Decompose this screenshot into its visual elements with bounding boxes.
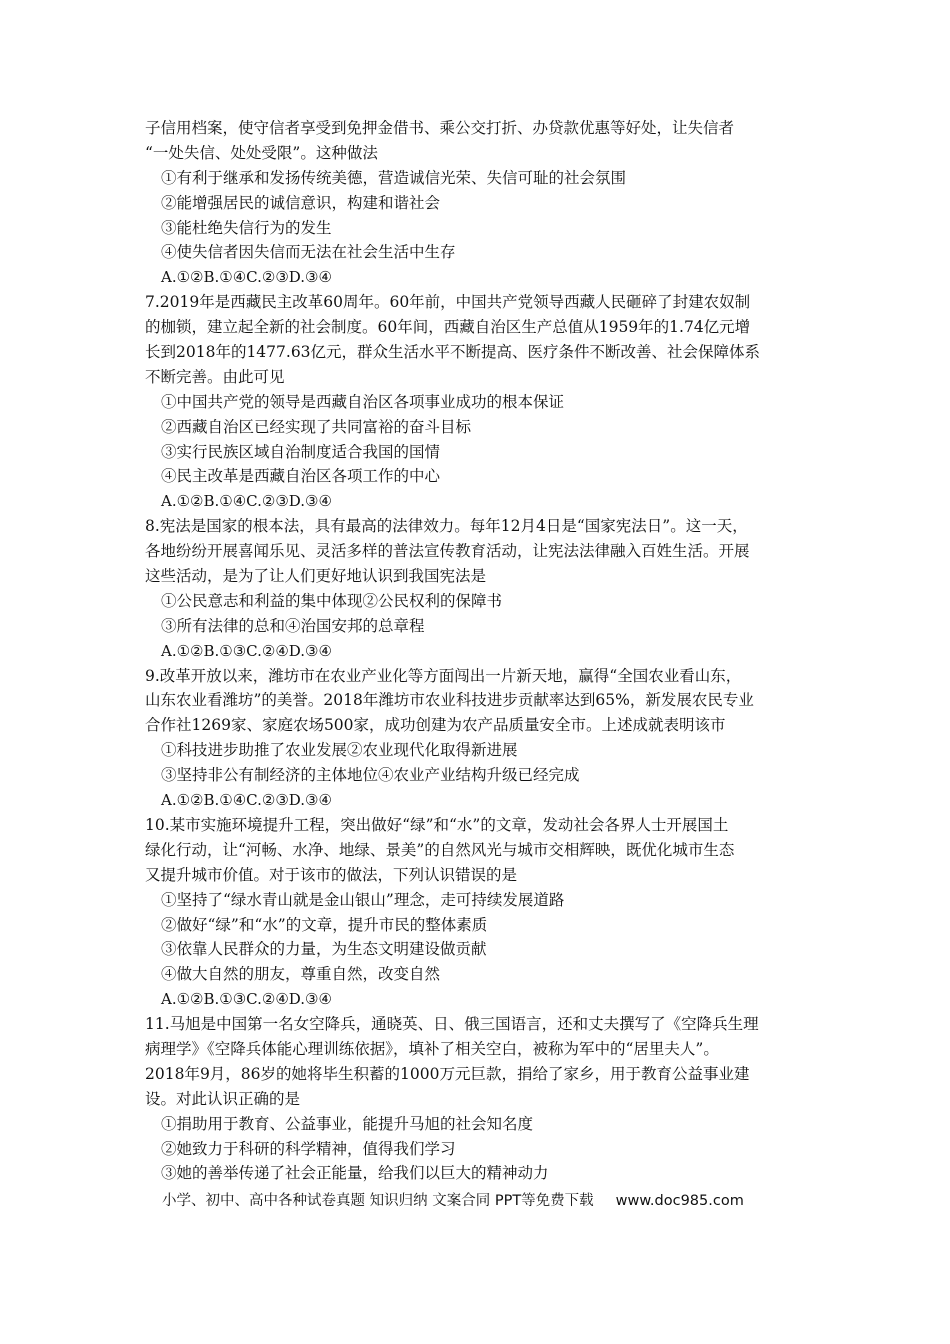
option-line: ③她的善举传递了社会正能量，给我们以巨大的精神动力: [161, 1164, 549, 1183]
question-text-line: 2018年9月，86岁的她将毕生积蓄的1000万元巨款，捐给了家乡，用于教育公益事业建: [145, 1064, 750, 1083]
question-text-line: 9.改革开放以来，潍坊市在农业产业化等方面闯出一片新天地，赢得“全国农业看山东，: [145, 666, 742, 685]
question-text-line: 病理学》《空降兵体能心理训练依据》，填补了相关空白，被称为军中的“居里夫人”。: [145, 1039, 719, 1058]
option-line: ①中国共产党的领导是西藏自治区各项事业成功的根本保证: [161, 392, 565, 411]
answer-choices: A.①②B.①④C.②③D.③④: [161, 791, 332, 810]
question-text-line: 的枷锁，建立起全新的社会制度。60年间，西藏自治区生产总值从1959年的1.74亿元增: [145, 318, 751, 337]
answer-choices: A.①②B.①④C.②③D.③④: [161, 268, 332, 287]
question-text-line: 合作社1269家、家庭农场500家，成功创建为农产品质量安全市。上述成就表明该市: [145, 716, 726, 735]
question-text-line: 山东农业看潍坊”的美誉。2018年潍坊市农业科技进步贡献率达到65%，新发展农民专业: [145, 691, 754, 710]
option-line: ②能增强居民的诚信意识，构建和谐社会: [161, 193, 441, 212]
document-body: [145, 116, 825, 1186]
option-line: ①坚持了“绿水青山就是金山银山”理念，走可持续发展道路: [161, 890, 565, 909]
question-text-line: 绿化行动，让“河畅、水净、地绿、景美”的自然风光与城市交相辉映，既优化城市生态: [145, 840, 735, 859]
option-line: ①科技进步助推了农业发展②农业现代化取得新进展: [161, 741, 518, 760]
question-text-line: 各地纷纷开展喜闻乐见、灵活多样的普法宣传教育活动，让宪法法律融入百姓生活。开展: [145, 542, 750, 561]
option-line: ③所有法律的总和④治国安邦的总章程: [161, 616, 425, 635]
option-line: ④做大自然的朋友，尊重自然，改变自然: [161, 965, 441, 984]
option-line: ③能杜绝失信行为的发生: [161, 218, 332, 237]
question-text-line: 长到2018年的1477.63亿元，群众生活水平不断提高、医疗条件不断改善、社会保障体系: [145, 343, 761, 362]
option-line: ②做好“绿”和“水”的文章，提升市民的整体素质: [161, 915, 488, 934]
option-line: ①捐助用于教育、公益事业，能提升马旭的社会知名度: [161, 1114, 534, 1133]
option-line: ④民主改革是西藏自治区各项工作的中心: [161, 467, 441, 486]
question-text-line: 8.宪法是国家的根本法，具有最高的法律效力。每年12月4日是“国家宪法日”。这一天，: [145, 517, 748, 536]
option-line: ①公民意志和利益的集中体现②公民权利的保障书: [161, 591, 503, 610]
option-line: ④使失信者因失信而无法在社会生活中生存: [161, 243, 456, 262]
question-text-line: 不断完善。由此可见: [145, 367, 285, 386]
answer-choices: A.①②B.①③C.②④D.③④: [161, 641, 332, 660]
footer-website[interactable]: www.doc985.com: [615, 1193, 744, 1209]
option-line: ②西藏自治区已经实现了共同富裕的奋斗目标: [161, 417, 472, 436]
question-text-line: 这些活动，是为了让人们更好地认识到我国宪法是: [145, 567, 487, 586]
question-text-line: 10.某市实施环境提升工程，突出做好“绿”和“水”的文章，发动社会各界人士开展国土: [145, 815, 729, 834]
question-text-line: 子信用档案，使守信者享受到免押金借书、乘公交打折、办贷款优惠等好处，让失信者: [145, 119, 735, 137]
footer-text: 小学、初中、高中各种试卷真题 知识归纳 文案合同 PPT等免费下载: [162, 1193, 594, 1209]
page-footer: [162, 1189, 744, 1213]
question-text-line: “一处失信、处处受限”。这种做法: [145, 143, 378, 162]
option-line: ③实行民族区域自治制度适合我国的国情: [161, 442, 441, 461]
question-text-line: 11.马旭是中国第一名女空降兵，通晓英、日、俄三国语言，还和丈夫撰写了《空降兵生理: [145, 1015, 759, 1034]
option-line: ③坚持非公有制经济的主体地位④农业产业结构升级已经完成: [161, 766, 580, 785]
question-text-line: 7.2019年是西藏民主改革60周年。60年前，中国共产党领导西藏人民砸碎了封建农奴制: [145, 293, 751, 312]
option-line: ①有利于继承和发扬传统美德，营造诚信光荣、失信可耻的社会氛围: [161, 168, 627, 187]
option-line: ②她致力于科研的科学精神，值得我们学习: [161, 1139, 456, 1158]
question-text-line: 又提升城市价值。对于该市的做法，下列认识错误的是: [145, 865, 518, 884]
option-line: ③依靠人民群众的力量，为生态文明建设做贡献: [161, 940, 487, 959]
answer-choices: A.①②B.①③C.②④D.③④: [161, 990, 332, 1009]
answer-choices: A.①②B.①④C.②③D.③④: [161, 492, 332, 511]
question-text-line: 设。对此认识正确的是: [145, 1089, 301, 1108]
